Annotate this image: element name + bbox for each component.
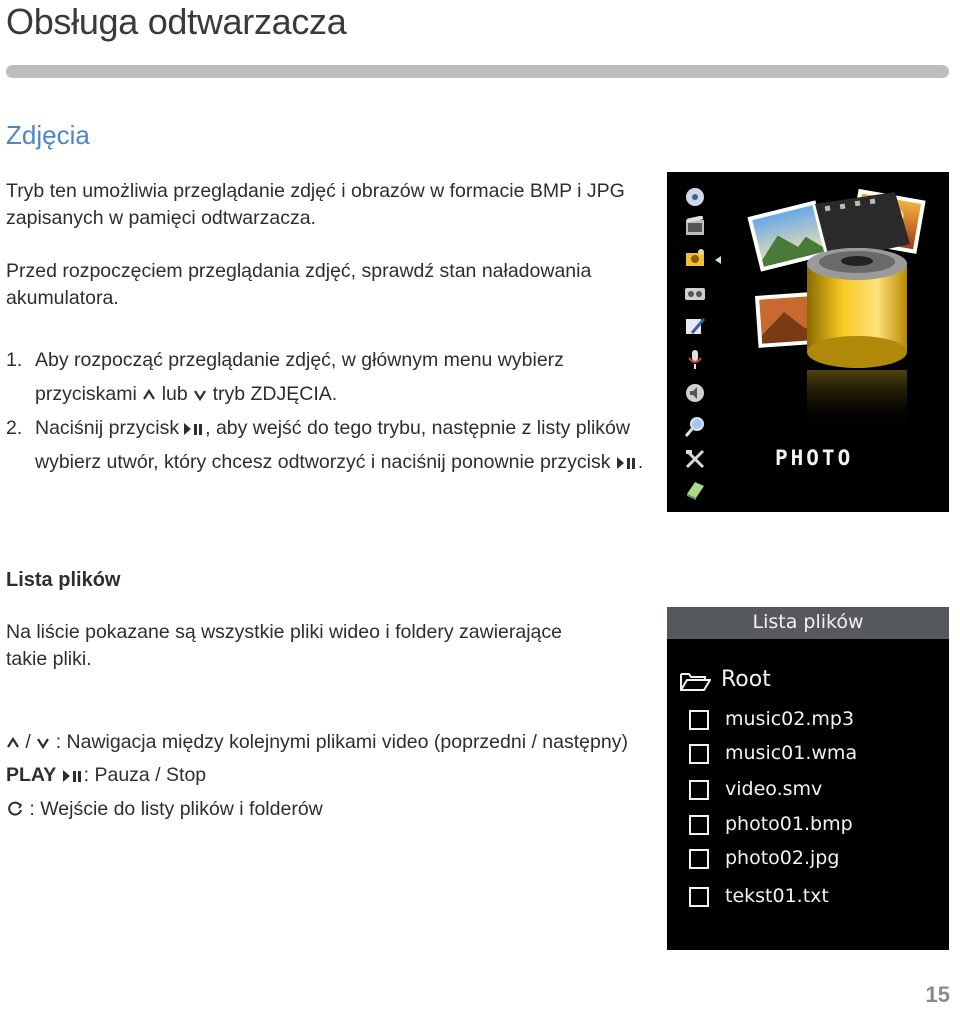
file-list-screen-title: Lista plików	[667, 607, 949, 639]
checkbox-icon[interactable]	[689, 744, 709, 764]
book-icon	[684, 478, 706, 500]
photo-icon	[684, 248, 706, 270]
up-arrow-icon	[142, 387, 156, 403]
play-pause-icon	[62, 768, 84, 784]
down-arrow-icon	[193, 387, 207, 403]
hint-file-list	[6, 795, 323, 823]
page-title: Obsługa odtwarzacza	[6, 1, 347, 42]
page-number: 15	[925, 982, 950, 1007]
file-list-description: Na liście pokazane są wszystkie pliki wideo i foldery zawierające takie pliki.	[6, 621, 562, 670]
hint-text: : Wejście do listy plików i folderów	[29, 798, 323, 820]
speaker-icon	[684, 382, 706, 404]
search-icon	[684, 416, 706, 438]
file-list-screen	[667, 607, 949, 950]
file-name: video.smv	[725, 778, 823, 800]
up-arrow-icon	[6, 735, 20, 751]
music-disc-icon	[684, 186, 706, 208]
folder-root-label: Root	[721, 667, 771, 692]
hint-navigation	[6, 728, 628, 756]
folder-root-row[interactable]	[667, 667, 949, 695]
step-text	[35, 411, 675, 479]
file-name: photo01.bmp	[725, 813, 853, 835]
photos-intro-paragraph: Tryb ten umożliwia przeglądanie zdjęć i obrazów w formacie BMP i JPG zapisanych w pamięci odtwarzacza.	[6, 180, 625, 229]
checkbox-icon[interactable]	[689, 887, 709, 907]
title-divider-bar	[6, 65, 949, 78]
refresh-icon	[6, 800, 24, 818]
microphone-icon	[684, 348, 706, 370]
section-heading-file-list: Lista plików	[6, 569, 121, 591]
hint-play	[6, 761, 206, 789]
hint-text: : Pauza / Stop	[83, 764, 207, 786]
step-text-part: , aby wejść do tego trybu, następnie z listy plików	[205, 417, 630, 439]
battery-note-paragraph: Przed rozpoczęciem przeglądania zdjęć, sprawdź stan naładowania akumulatora.	[6, 260, 592, 309]
section-heading-photos: Zdjęcia	[6, 120, 90, 150]
step-text-part: .	[637, 451, 644, 473]
file-name: music02.mp3	[725, 708, 855, 730]
selection-pointer-icon	[715, 256, 721, 264]
tools-icon	[684, 448, 706, 470]
step-text-part: Naciśnij przycisk	[35, 417, 180, 439]
file-name: photo02.jpg	[725, 847, 840, 869]
video-film-icon	[684, 216, 706, 238]
down-arrow-icon	[36, 735, 50, 751]
text-icon	[684, 315, 706, 337]
play-key-label: PLAY	[6, 764, 57, 786]
step-number: 1.	[6, 349, 23, 371]
file-name: music01.wma	[725, 742, 858, 764]
step-text-line: Aby rozpocząć przeglądanie zdjęć, w głównym menu wybierz	[35, 349, 564, 371]
photo-mode-screen	[667, 172, 949, 512]
checkbox-icon[interactable]	[689, 710, 709, 730]
checkbox-icon[interactable]	[689, 849, 709, 869]
play-pause-icon	[183, 421, 205, 437]
checkbox-icon[interactable]	[689, 780, 709, 800]
step-text-part: przyciskami	[35, 383, 137, 405]
step-text	[35, 343, 675, 411]
step-text-part: tryb ZDJĘCIA.	[212, 383, 338, 405]
film-roll-illustration-icon	[745, 184, 945, 434]
step-text-part: lub	[161, 383, 188, 405]
play-pause-icon	[616, 455, 638, 471]
file-name: tekst01.txt	[725, 885, 829, 907]
step-number: 2.	[6, 417, 23, 439]
folder-open-icon	[679, 670, 711, 692]
step-text-part: wybierz utwór, który chcesz odtworzyć i naciśnij ponownie przycisk	[35, 451, 611, 473]
photo-mode-label: PHOTO	[775, 446, 854, 470]
radio-icon	[684, 282, 706, 304]
checkbox-icon[interactable]	[689, 815, 709, 835]
hint-text: : Nawigacja między kolejnymi plikami video (poprzedni / następny)	[55, 731, 628, 753]
hint-separator: /	[25, 731, 31, 753]
